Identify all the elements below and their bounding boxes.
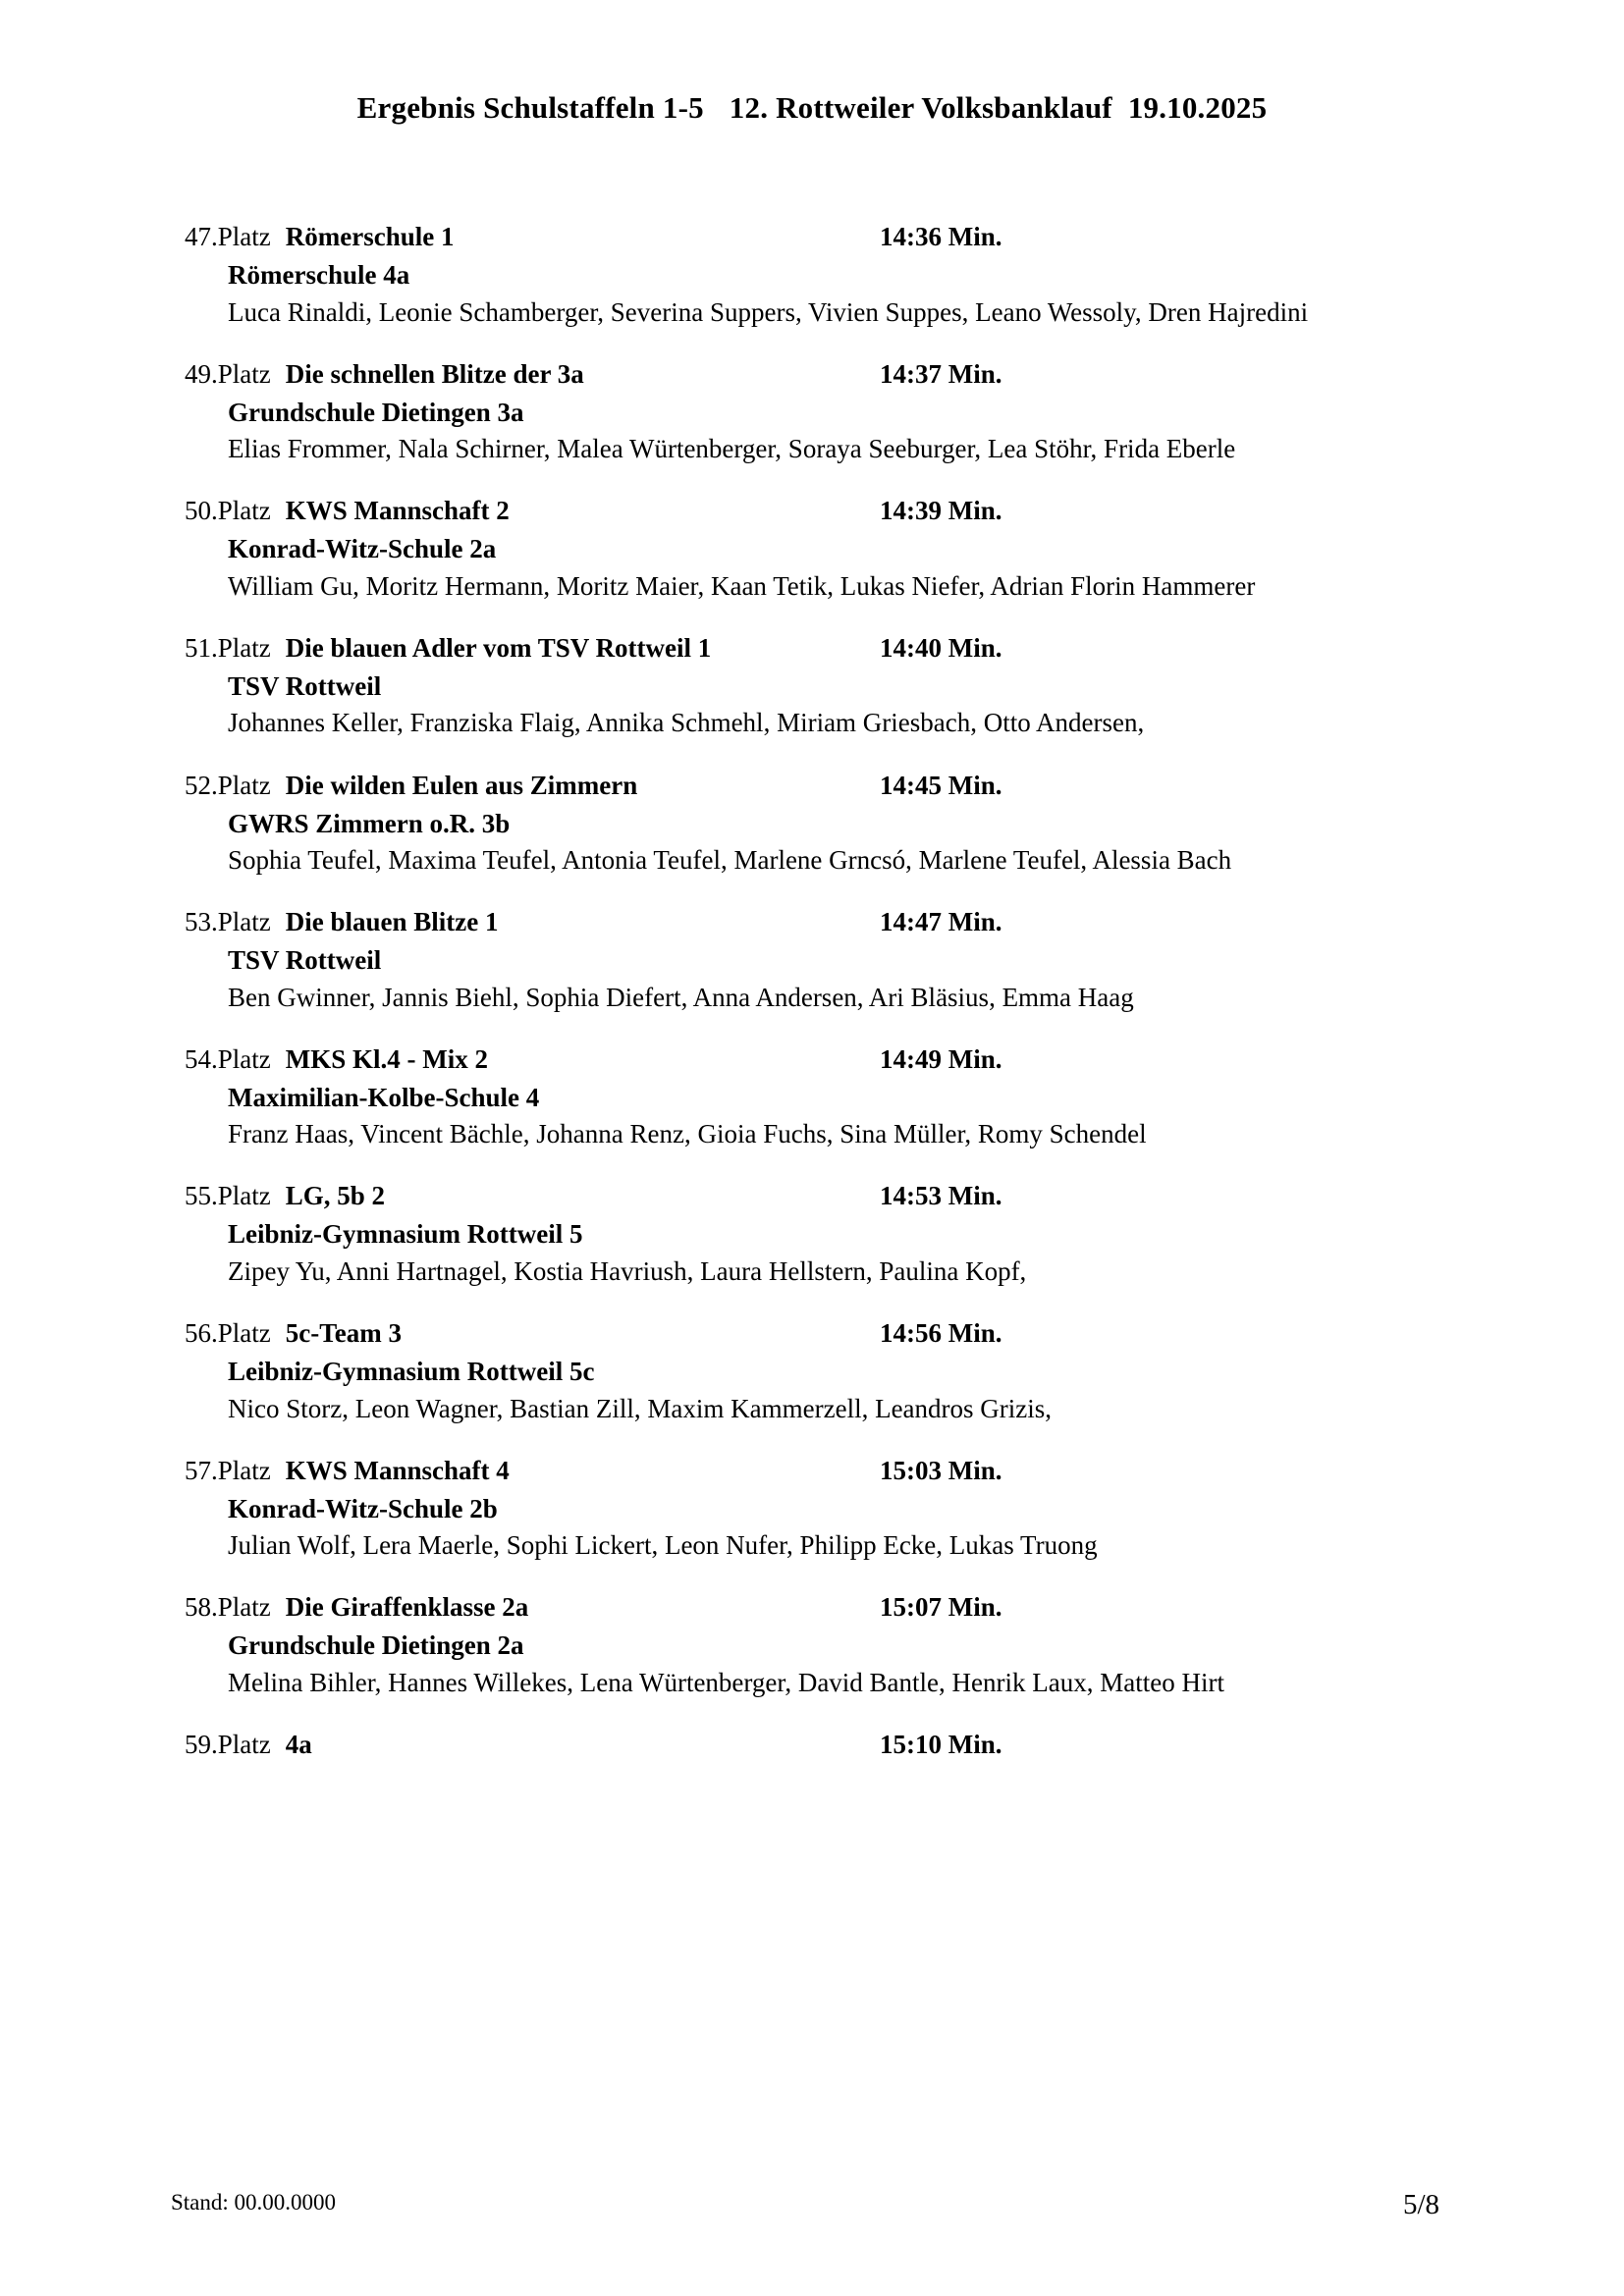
school-name: Konrad-Witz-Schule 2b	[228, 1493, 498, 1523]
place-label: 53.Platz	[185, 907, 271, 937]
school-name: Römerschule 4a	[228, 260, 410, 290]
footer-status: Stand: 00.00.0000	[171, 2190, 337, 2215]
list-item	[185, 1730, 1461, 1763]
team-name: Römerschule 1	[285, 222, 455, 251]
result-header	[185, 1318, 1461, 1352]
result-header	[185, 771, 1461, 804]
school-name: Leibniz-Gymnasium Rottweil 5c	[228, 1357, 595, 1387]
result-time: 15:10 Min.	[880, 1730, 1002, 1760]
team-name: LG, 5b 2	[285, 1181, 386, 1211]
result-time: 14:37 Min.	[880, 358, 1002, 389]
team-name: KWS Mannschaft 4	[285, 1455, 510, 1485]
place-label: 57.Platz	[185, 1455, 271, 1485]
result-header	[185, 1044, 1461, 1078]
school-name: GWRS Zimmern o.R. 3b	[228, 808, 511, 838]
team-name: KWS Mannschaft 2	[285, 496, 510, 526]
result-time: 14:36 Min.	[880, 222, 1002, 251]
list-item	[185, 1592, 1461, 1700]
place-label: 49.Platz	[185, 358, 271, 389]
school-name: Leibniz-Gymnasium Rottweil 5	[228, 1219, 583, 1250]
result-header	[185, 1181, 1461, 1214]
team-members: William Gu, Moritz Hermann, Moritz Maier, Kaan Tetik, Lukas Niefer, Adrian Florin Hammerer	[228, 570, 1256, 601]
result-time: 14:47 Min.	[880, 907, 1002, 937]
team-name: 5c-Team 3	[285, 1318, 402, 1349]
result-header	[185, 907, 1461, 940]
team-members: Elias Frommer, Nala Schirner, Malea Würtenberger, Soraya Seeburger, Lea Stöhr, Frida Eberle	[228, 434, 1236, 464]
result-time: 15:03 Min.	[880, 1455, 1002, 1485]
title-left: Ergebnis Schulstaffeln 1-5	[356, 90, 704, 125]
team-name: Die Giraffenklasse 2a	[285, 1592, 529, 1623]
team-name: MKS Kl.4 - Mix 2	[285, 1043, 488, 1074]
result-time: 14:45 Min.	[880, 770, 1002, 800]
list-item	[185, 633, 1461, 741]
team-name: Die wilden Eulen aus Zimmern	[285, 770, 638, 800]
school-name: Konrad-Witz-Schule 2a	[228, 534, 497, 564]
result-header	[185, 633, 1461, 667]
school-name: Grundschule Dietingen 2a	[228, 1630, 524, 1661]
result-header	[185, 1592, 1461, 1626]
team-name: Die blauen Blitze 1	[285, 907, 499, 937]
list-item	[185, 359, 1461, 467]
result-header	[185, 1456, 1461, 1489]
list-item	[185, 1181, 1461, 1289]
place-label: 51.Platz	[185, 632, 271, 663]
result-header	[185, 496, 1461, 529]
title-date: 19.10.2025	[1127, 90, 1268, 125]
place-label: 52.Platz	[185, 770, 271, 800]
result-header	[185, 1730, 1461, 1763]
team-name: Die schnellen Blitze der 3a	[285, 358, 584, 389]
results-list	[185, 222, 1461, 1792]
place-label: 56.Platz	[185, 1318, 271, 1349]
list-item	[185, 496, 1461, 604]
place-label: 54.Platz	[185, 1043, 271, 1074]
team-members: Luca Rinaldi, Leonie Schamberger, Severina Suppers, Vivien Suppes, Leano Wessoly, Dren Hajredini	[228, 296, 1309, 327]
page-title	[0, 90, 1624, 126]
place-label: 58.Platz	[185, 1592, 271, 1623]
team-members: Ben Gwinner, Jannis Biehl, Sophia Diefert, Anna Andersen, Ari Bläsius, Emma Haag	[228, 982, 1134, 1012]
team-members: Julian Wolf, Lera Maerle, Sophi Lickert, Leon Nufer, Philipp Ecke, Lukas Truong	[228, 1530, 1098, 1561]
list-item	[185, 1044, 1461, 1152]
team-members: Franz Haas, Vincent Bächle, Johanna Renz, Gioia Fuchs, Sina Müller, Romy Schendel	[228, 1119, 1147, 1149]
result-time: 14:40 Min.	[880, 632, 1002, 663]
team-members: Sophia Teufel, Maxima Teufel, Antonia Teufel, Marlene Grncsó, Marlene Teufel, Alessia Bach	[228, 845, 1232, 876]
place-label: 47.Platz	[185, 222, 271, 251]
school-name: TSV Rottweil	[228, 670, 382, 701]
result-time: 14:56 Min.	[880, 1318, 1002, 1349]
place-label: 55.Platz	[185, 1181, 271, 1211]
team-members: Zipey Yu, Anni Hartnagel, Kostia Havriush, Laura Hellstern, Paulina Kopf,	[228, 1256, 1027, 1287]
footer-page-number: 5/8	[1402, 2189, 1439, 2220]
school-name: Grundschule Dietingen 3a	[228, 397, 524, 427]
result-time: 14:39 Min.	[880, 496, 1002, 526]
place-label: 59.Platz	[185, 1730, 271, 1760]
team-members: Johannes Keller, Franziska Flaig, Annika Schmehl, Miriam Griesbach, Otto Andersen,	[228, 708, 1145, 738]
list-item	[185, 907, 1461, 1015]
result-header	[185, 359, 1461, 393]
result-time: 14:49 Min.	[880, 1043, 1002, 1074]
result-header	[185, 222, 1461, 255]
team-name: 4a	[285, 1730, 312, 1760]
place-label: 50.Platz	[185, 496, 271, 526]
result-time: 14:53 Min.	[880, 1181, 1002, 1211]
title-event: 12. Rottweiler Volksbanklauf	[729, 90, 1112, 125]
school-name: TSV Rottweil	[228, 945, 382, 976]
team-name: Die blauen Adler vom TSV Rottweil 1	[285, 632, 712, 663]
school-name: Maximilian-Kolbe-Schule 4	[228, 1082, 540, 1112]
result-time: 15:07 Min.	[880, 1592, 1002, 1623]
team-members: Nico Storz, Leon Wagner, Bastian Zill, Maxim Kammerzell, Leandros Grizis,	[228, 1393, 1053, 1423]
list-item	[185, 222, 1461, 330]
list-item	[185, 1318, 1461, 1426]
list-item	[185, 771, 1461, 879]
team-members: Melina Bihler, Hannes Willekes, Lena Würtenberger, David Bantle, Henrik Laux, Matteo Hirt	[228, 1667, 1224, 1697]
list-item	[185, 1456, 1461, 1564]
